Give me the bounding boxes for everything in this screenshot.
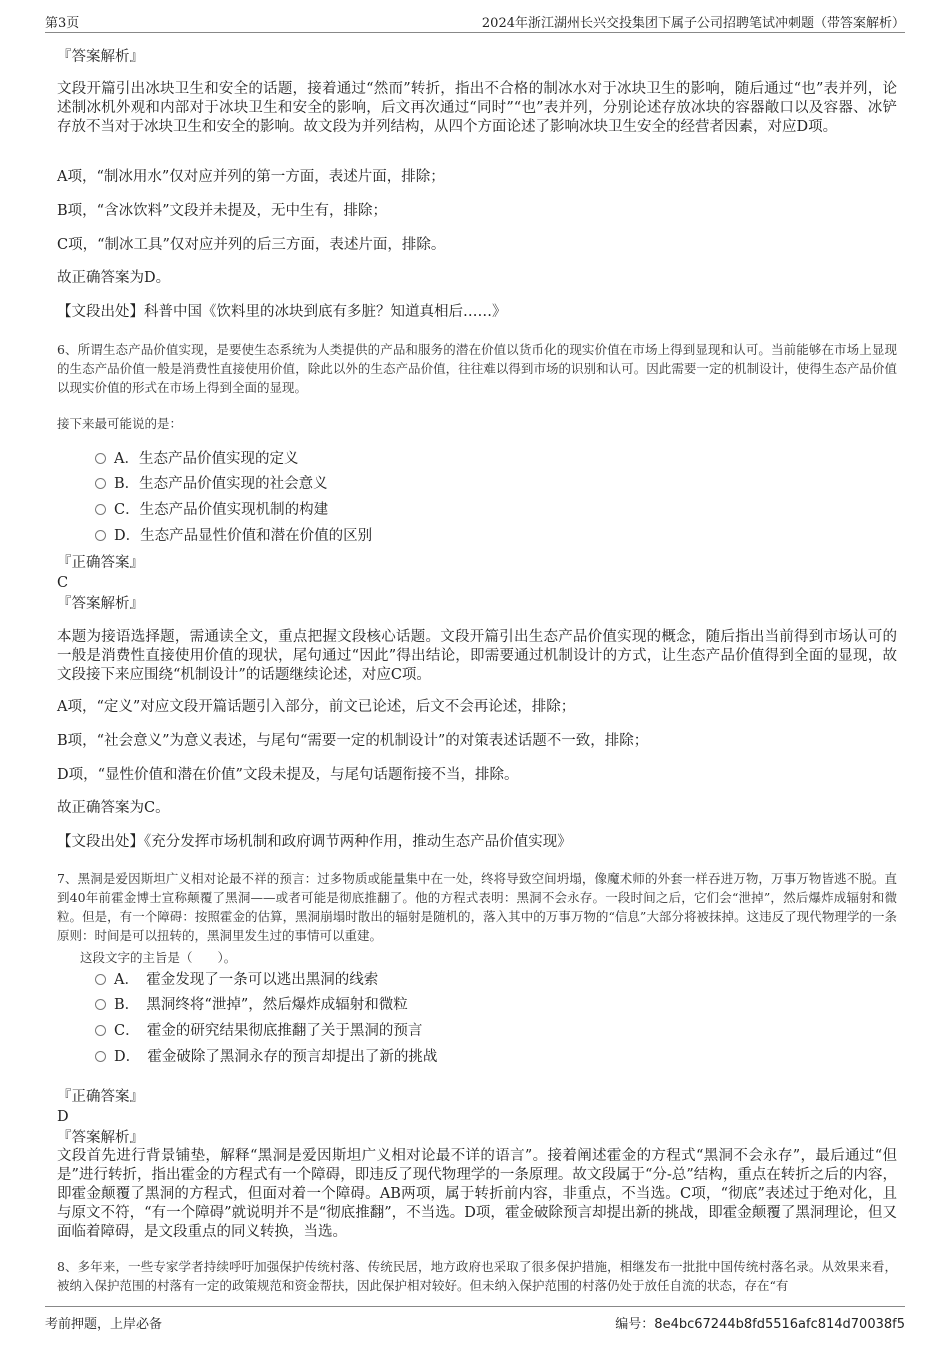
q6-option-c[interactable] — [95, 500, 328, 520]
radio-icon[interactable] — [95, 504, 106, 515]
q7-option-b-label: B． 黑洞终将“泄掉”，然后爆炸成辐射和微粒 — [114, 997, 408, 1013]
q5-option-b-note: B项，“含冰饮料”文段并未提及，无中生有，排除； — [57, 203, 387, 219]
document-code-label: 编号： — [615, 1317, 655, 1332]
q7-option-b[interactable] — [95, 995, 408, 1015]
q6-option-c-label: C．生态产品价值实现机制的构建 — [114, 502, 329, 518]
q6-analysis-label: 『答案解析』 — [57, 596, 144, 612]
q6-option-b-label: B．生态产品价值实现的社会意义 — [114, 476, 328, 492]
page-number: 第3页 — [45, 16, 80, 31]
q7-analysis-text: 文段首先进行背景铺垫，解释“黑洞是爱因斯坦广义相对论最不详的语言”。接着阐述霍金的方程式“黑洞不会永存”，最后通过“但是”进行转折，指出霍金的方程式有一个障碍，即违反了现代物理学的一条原理。故文段属于“分-总”结构，重点在转折之后的内容，即霍金颠覆了黑洞的方程式，但面对着一个障碍。AB两项，属于转折前内容，非重点，不当选。C项，“彻底”表述过于绝对化，且与原文不符，“有一个障碍”就说明并不是“彻底推翻”，不当选。D项，霍金破除预言却提出新的挑战，即霍金颠覆了黑洞理论，但又面临着障碍，是文段重点的同义转换，当选。 — [57, 1148, 897, 1240]
q6-option-a-note: A项，“定义”对应文段开篇话题引入部分，前文已论述，后文不会再论述，排除； — [57, 699, 576, 715]
q7-answer: D — [57, 1109, 69, 1125]
q7-stem: 7、黑洞是爱因斯坦广义相对论最不祥的预言：过多物质或能量集中在一处，终将导致空间坍塌，像魔术师的外套一样吞进万物，万事万物皆逃不脱。直到40年前霍金博士宣称颠覆了黑洞——或者可能是彻底推翻了。他的方程式表明：黑洞不会永存。一段时间之后，它们会“泄掉”，然后爆炸成辐射和微粒。但是，有一个障碍：按照霍金的估算，黑洞崩塌时散出的辐射是随机的，落入其中的万事万物的“信息”大部分将被抹掉。这违反了现代物理学的一条原则：时间是可以扭转的，黑洞里发生过的事情可以重建。 — [57, 871, 897, 943]
q6-option-d-note: D项，“显性价值和潜在价值”文段未提及，与尾句话题衔接不当，排除。 — [57, 767, 519, 783]
radio-icon[interactable] — [95, 1051, 106, 1062]
q7-option-a-label: A． 霍金发现了一条可以逃出黑洞的线索 — [114, 972, 379, 988]
q6-option-a-label: A．生态产品价值实现的定义 — [114, 451, 299, 467]
q6-option-d-label: D．生态产品显性价值和潜在价值的区别 — [114, 528, 373, 544]
radio-icon[interactable] — [95, 530, 106, 541]
footer-slogan: 考前押题，上岸必备 — [45, 1317, 163, 1332]
q7-prompt: 这段文字的主旨是（ ）。 — [80, 950, 237, 965]
document-code — [615, 1313, 905, 1332]
q6-analysis-text: 本题为接语选择题，需通读全文，重点把握文段核心话题。文段开篇引出生态产品价值实现的概念，随后指出当前得到市场认可的一般是消费性直接使用价值的现状，尾句通过“因此”得出结论，即需要通过机制设计的方式，让生态产品价值得到全面的显现，故文段接下来应围绕“机制设计”的话题继续论述，对应C项。 — [57, 629, 897, 683]
page-header — [45, 10, 905, 33]
q7-option-d[interactable] — [95, 1047, 437, 1067]
q8-stem: 8、多年来，一些专家学者持续呼吁加强保护传统村落、传统民居，地方政府也采取了很多保护措施，相继发布一批批中国传统村落名录。从效果来看，被纳入保护范围的村落有一定的政策规范和资金帮扶，因此保护相对较好。但未纳入保护范围的村落仍处于放任自流的状态，存在“有 — [57, 1259, 897, 1293]
q6-source: 【文段出处】《充分发挥市场机制和政府调节两种作用，推动生态产品价值实现》 — [57, 834, 572, 850]
q6-stem: 6、所谓生态产品价值实现，是要使生态系统为人类提供的产品和服务的潜在价值以货币化的现实价值在市场上得到显现和认可。当前能够在市场上显现的生态产品价值一般是消费性直接使用价值，除此以外的生态产品价值，往往难以得到市场的识别和认可。因此需要一定的机制设计，使得生态产品价值以现实价值的形式在市场上得到全面的显现。 — [57, 342, 897, 395]
radio-icon[interactable] — [95, 478, 106, 489]
q5-option-a-note: A项，“制冰用水”仅对应并列的第一方面，表述片面，排除； — [57, 169, 445, 185]
q6-answer: C — [57, 575, 69, 591]
q6-option-d[interactable] — [95, 526, 372, 546]
document-title: 2024年浙江湖州长兴交投集团下属子公司招聘笔试冲刺题（带答案解析） — [481, 16, 905, 31]
q5-analysis-text: 文段开篇引出冰块卫生和安全的话题，接着通过“然而”转折，指出不合格的制冰水对于冰块卫生的影响，随后通过“也”表并列，论述制冰机外观和内部对于冰块卫生和安全的影响，后文再次通过“同时”“也”表并列，分别论述存放冰块的容器敞口以及容器、冰铲存放不当对于冰块卫生和安全的影响。故文段为并列结构，从四个方面论述了影响冰块卫生安全的经营者因素，对应D项。 — [57, 81, 897, 135]
q6-option-b[interactable] — [95, 474, 328, 494]
q7-option-a[interactable] — [95, 970, 378, 990]
q5-conclusion: 故正确答案为D。 — [57, 270, 171, 286]
q5-analysis-label: 『答案解析』 — [57, 49, 144, 65]
q6-conclusion: 故正确答案为C。 — [57, 800, 170, 816]
q6-prompt: 接下来最可能说的是： — [57, 416, 183, 431]
q5-option-c-note: C项，“制冰工具”仅对应并列的后三方面，表述片面，排除。 — [57, 237, 446, 253]
document-code-value: 8e4bc67244b8fd5516afc814d70038f5 — [654, 1317, 905, 1332]
q7-option-d-label: D． 霍金破除了黑洞永存的预言却提出了新的挑战 — [114, 1049, 438, 1065]
radio-icon[interactable] — [95, 999, 106, 1010]
q7-analysis-label: 『答案解析』 — [57, 1130, 144, 1146]
q7-answer-label: 『正确答案』 — [57, 1089, 144, 1105]
radio-icon[interactable] — [95, 453, 106, 464]
q7-option-c[interactable] — [95, 1021, 422, 1041]
q7-option-c-label: C． 霍金的研究结果彻底推翻了关于黑洞的预言 — [114, 1023, 423, 1039]
q6-option-b-note: B项，“社会意义”为意义表述，与尾句“需要一定的机制设计”的对策表述话题不一致，排除； — [57, 733, 649, 749]
q5-source: 【文段出处】科普中国《饮料里的冰块到底有多脏？知道真相后……》 — [57, 304, 507, 320]
radio-icon[interactable] — [95, 974, 106, 985]
q6-answer-label: 『正确答案』 — [57, 555, 144, 571]
page-footer — [45, 1306, 905, 1331]
radio-icon[interactable] — [95, 1025, 106, 1036]
q6-option-a[interactable] — [95, 449, 298, 469]
